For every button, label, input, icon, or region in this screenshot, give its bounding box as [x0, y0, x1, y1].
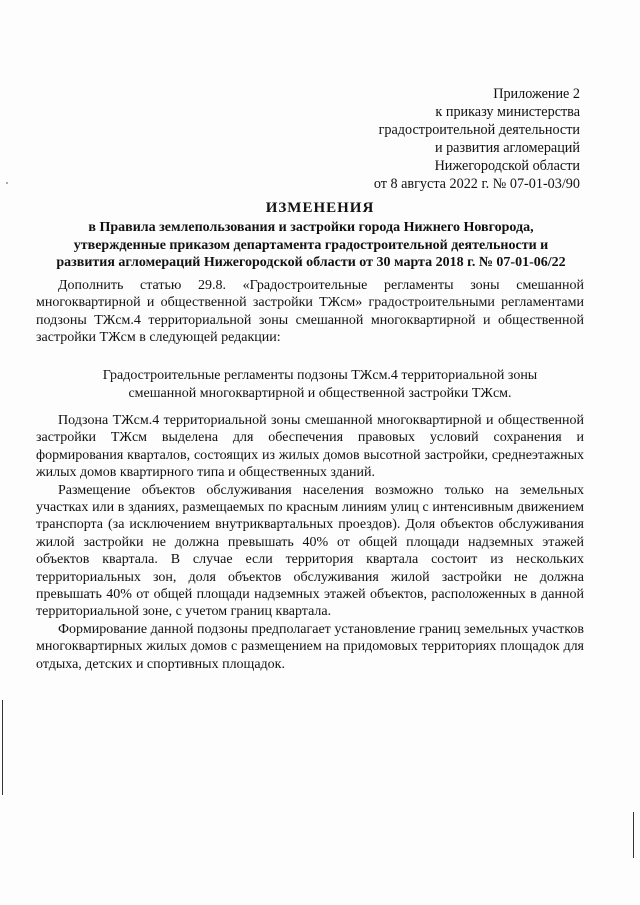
appendix-line: градостроительной деятельности	[378, 122, 580, 138]
intro-paragraph: Дополнить статью 29.8. «Градостроительные регламенты зоны смешанной многоквартирной и общественной застройки ТЖсм» градостроительными регламентами подзоны ТЖсм.4 территориальной зоны смешанной многоквартирной и общественной застройки ТЖсм в следующей редакции:	[36, 278, 584, 346]
section-heading-line: смешанной многоквартирной и общественной застройки ТЖсм.	[128, 386, 512, 401]
appendix-header	[374, 85, 580, 193]
section-heading-line: Градостроительные регламенты подзоны ТЖсм.4 территориальной зоны	[102, 368, 538, 383]
paragraph: Подзона ТЖсм.4 территориальной зоны смешанной многоквартирной и общественной застройки ТЖсм выделена для обеспечения правовых условий сохранения и формирования кварталов, состоящих из жилых домов высотной застройки, среднеэтажных жилых домов квартирного типа и общественных зданий.	[36, 413, 584, 481]
appendix-line: к приказу министерства	[435, 104, 580, 120]
intro-block	[36, 277, 584, 347]
appendix-line: от 8 августа 2022 г. № 07-01-03/90	[373, 176, 580, 192]
scan-speck	[6, 182, 8, 184]
appendix-line: Приложение 2	[493, 86, 580, 102]
scan-edge-mark	[633, 812, 634, 858]
regulations-block	[36, 412, 584, 673]
paragraph: Размещение объектов обслуживания населения возможно только на земельных участках или в зданиях, размещаемых по красным линиям улиц с интенсивным движением транспорта (за исключением внутриквартальных проездов). Доля объектов обслуживания жилой застройки не должна превышать 40% от общей площади надземных этажей объектов квартала. В случае если территория квартала состоит из нескольких территориальных зон, доля объектов обслуживания жилой застройки не должна превышать 40% от общей площади надземных этажей объектов, расположенных в данной территориальной зоне, с учетом границ квартала.	[36, 482, 584, 620]
subtitle-line: утвержденные приказом департамента градостроительной деятельности и	[73, 237, 549, 253]
appendix-line: и развития агломераций	[434, 140, 580, 156]
document-subtitle	[36, 219, 586, 272]
paragraph: Формирование данной подзоны предполагает установление границ земельных участков многоквартирных жилых домов с размещением на придомовых территориях площадок для отдыха, детских и спортивных площадок.	[36, 621, 584, 672]
subtitle-line: развития агломераций Нижегородской области от 30 марта 2018 г. № 07-01-06/22	[56, 255, 566, 270]
subtitle-line: в Правила землепользования и застройки города Нижнего Новгорода,	[88, 220, 534, 235]
document-title: ИЗМЕНЕНИЯ	[265, 200, 375, 216]
appendix-line: Нижегородской области	[434, 158, 580, 174]
scan-edge-mark	[2, 700, 3, 795]
section-heading	[60, 367, 580, 403]
